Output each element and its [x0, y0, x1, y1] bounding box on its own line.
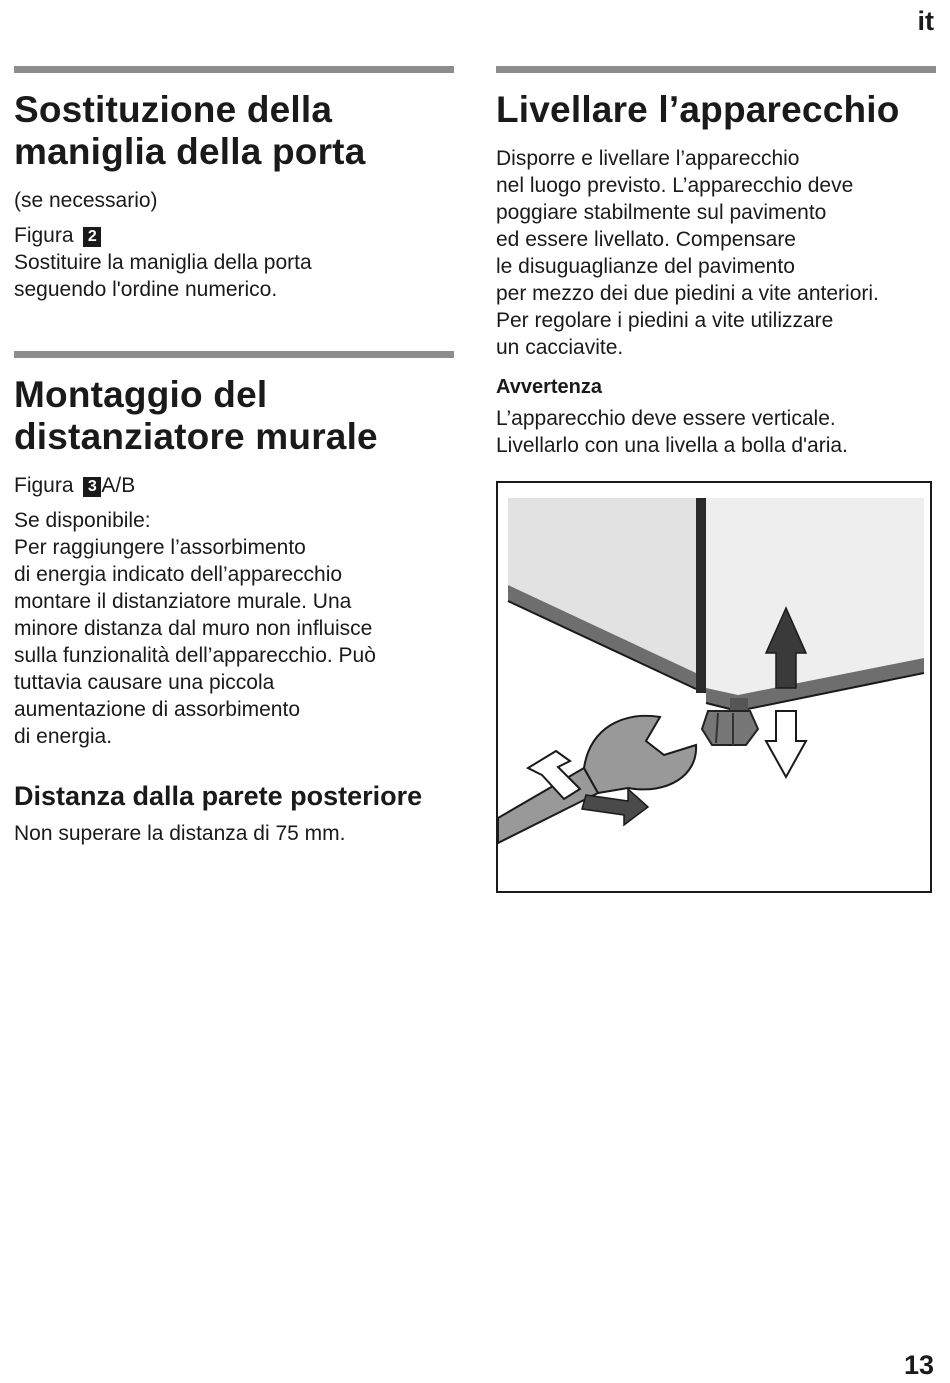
wrench-icon — [498, 716, 696, 843]
down-arrow-icon — [766, 711, 806, 777]
section-divider — [14, 351, 454, 358]
figure-number-badge: 2 — [83, 227, 101, 247]
section-title-wall-spacer: Montaggio del distanziatore murale — [14, 374, 378, 457]
figure-suffix: A/B — [101, 474, 136, 497]
section-title-leveling: Livellare l’apparecchio — [496, 89, 900, 130]
leveling-illustration-svg — [498, 483, 930, 891]
figure-label: Figura — [14, 224, 74, 247]
leveling-illustration — [496, 481, 932, 893]
subsection-title-rear-distance: Distanza dalla parete posteriore — [14, 781, 423, 811]
door-gap — [696, 498, 706, 693]
section-body-text: Sostituire la maniglia della porta seguendo l'ordine numerico. — [14, 251, 312, 301]
note-title: Avvertenza — [496, 376, 602, 398]
section-body-text: Se disponibile: Per raggiungere l’assorbimento di energia indicato dell’apparecchio montare il distanziatore murale. Una minore distanza dal muro non influisce sulla funzionalità dell’apparecchio. Può tuttavia causare una piccola aumentazione di assorbimento di energia. — [14, 509, 376, 748]
note-text: L’apparecchio deve essere verticale. Livellarlo con una livella a bolla d'aria. — [496, 407, 848, 457]
page-number: 13 — [903, 1350, 934, 1380]
figure-number-badge: 3 — [83, 477, 101, 497]
figure-reference — [14, 472, 454, 499]
figure-label: Figura — [14, 474, 74, 497]
section-divider — [14, 66, 454, 73]
section-subtitle: (se necessario) — [14, 189, 158, 212]
section-title-door-handle: Sostituzione della maniglia della porta — [14, 89, 366, 172]
left-column — [14, 66, 454, 855]
subsection-body-text: Non superare la distanza di 75 mm. — [14, 822, 346, 845]
right-column — [496, 66, 936, 467]
figure-reference — [14, 222, 454, 249]
section-divider — [496, 66, 936, 73]
section-body-text: Disporre e livellare l’apparecchio nel luogo previsto. L’apparecchio deve poggiare stabilmente sul pavimento ed essere livellato. Compensare le disuguaglianze del pavimento per mezzo dei due piedini a vite anteriori. Per regolare i piedini a vite utilizzare un cacciavite. — [496, 147, 879, 359]
appliance-side-panel — [508, 498, 696, 673]
language-code: it — [917, 6, 934, 36]
